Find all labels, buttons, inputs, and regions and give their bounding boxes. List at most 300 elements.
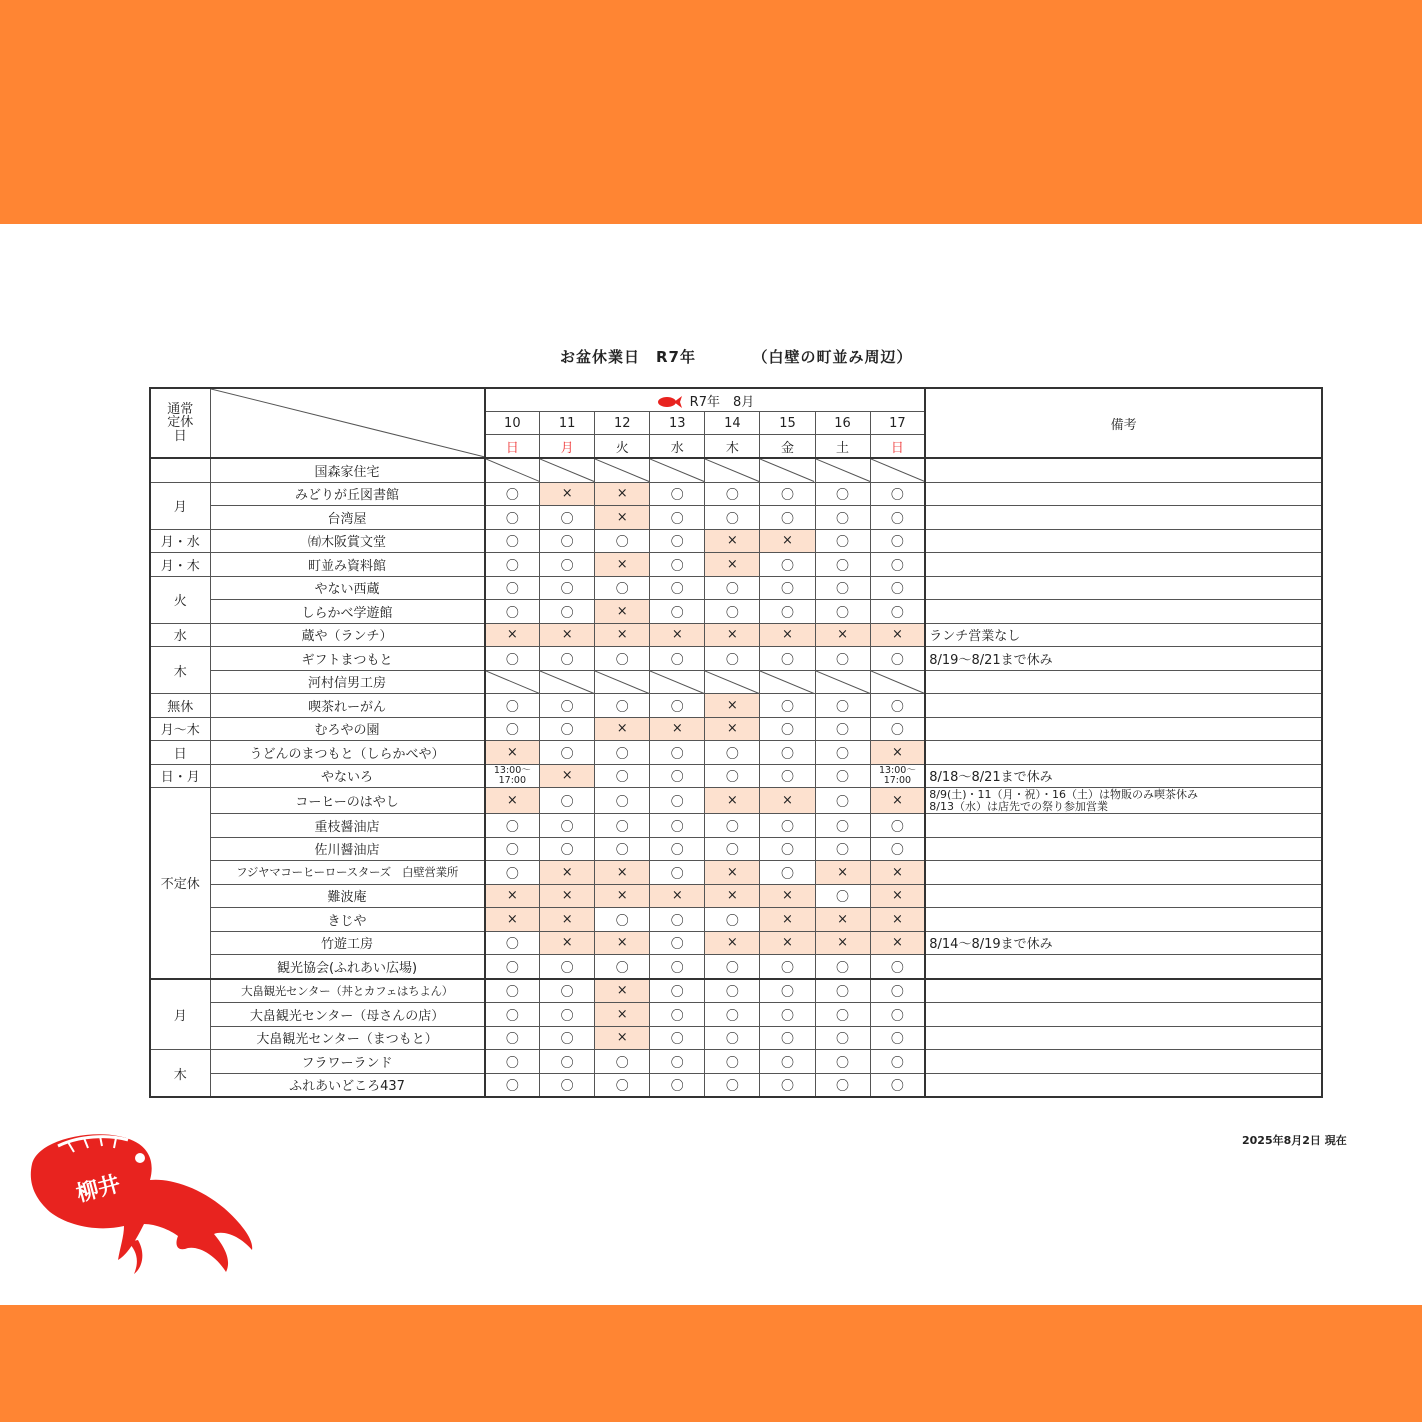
open-mark: 〇 [595,1050,650,1074]
open-mark: 〇 [870,553,925,577]
table-row [150,529,1322,553]
table-row [150,670,1322,694]
open-mark: 〇 [760,741,815,765]
table-row [150,482,1322,506]
open-mark: 〇 [705,764,760,788]
open-mark: 〇 [595,529,650,553]
closed-mark: × [870,623,925,647]
no-data-cell [760,670,815,694]
facility-name: 大畠観光センター（丼とカフェはちよん） [210,979,484,1003]
facility-name: 観光協会(ふれあい広場) [210,955,484,979]
open-mark: 〇 [485,1073,540,1097]
open-mark: 〇 [650,694,705,718]
open-mark: 〇 [870,955,925,979]
open-mark: 〇 [595,741,650,765]
regular-holiday-cell: 不定休 [150,788,210,979]
open-mark: 〇 [650,814,705,838]
remark-cell: 8/18～8/21まで休み [925,764,1322,788]
table-row [150,553,1322,577]
closed-mark: × [595,553,650,577]
remark-cell [925,741,1322,765]
open-mark: 〇 [705,837,760,861]
open-mark: 〇 [595,814,650,838]
open-mark: 〇 [540,576,595,600]
open-mark: 〇 [705,647,760,671]
open-mark: 〇 [595,764,650,788]
closed-mark: × [760,623,815,647]
diagonal-corner-cell [210,388,484,458]
remark-cell [925,1026,1322,1050]
open-mark: 〇 [705,1073,760,1097]
diagonal-line [540,459,594,482]
closed-mark: × [595,931,650,955]
top-orange-band [0,0,1422,224]
open-mark: 〇 [760,717,815,741]
open-mark: 〇 [760,694,815,718]
day-number-17: 17 [870,412,925,435]
open-mark: 〇 [540,979,595,1003]
remark-cell [925,717,1322,741]
facility-name: やないろ [210,764,484,788]
table-row [150,458,1322,482]
closed-mark: × [595,717,650,741]
open-mark: 〇 [650,1073,705,1097]
open-mark: 〇 [650,861,705,885]
open-mark: 〇 [595,788,650,814]
as-of-date: 2025年8月2日 現在 [1242,1134,1347,1147]
remark-cell [925,553,1322,577]
remark-cell: 8/14～8/19まで休み [925,931,1322,955]
table-row [150,576,1322,600]
open-mark: 〇 [815,1026,870,1050]
open-mark: 〇 [870,1050,925,1074]
diagonal-line [760,459,814,482]
open-mark: 〇 [595,647,650,671]
regular-holiday-cell: 無休 [150,694,210,718]
table-row [150,694,1322,718]
weekday-14: 木 [705,435,760,459]
no-data-cell [870,670,925,694]
open-mark: 〇 [485,482,540,506]
open-mark: 〇 [540,717,595,741]
closed-mark: × [760,908,815,932]
open-mark: 〇 [540,1026,595,1050]
diagonal-line [760,671,814,694]
weekday-13: 水 [650,435,705,459]
table-row [150,1026,1322,1050]
open-mark: 〇 [815,529,870,553]
open-mark: 〇 [815,837,870,861]
open-mark: 〇 [815,1073,870,1097]
closed-mark: × [540,931,595,955]
remark-cell [925,600,1322,624]
weekday-17: 日 [870,435,925,459]
regular-holiday-cell: 日・月 [150,764,210,788]
open-mark: 〇 [705,814,760,838]
closed-mark: × [540,764,595,788]
open-mark: 〇 [540,1050,595,1074]
table-row [150,884,1322,908]
closed-mark: × [485,908,540,932]
open-mark: 〇 [760,1073,815,1097]
open-mark: 〇 [650,908,705,932]
closed-mark: × [650,717,705,741]
open-mark: 〇 [650,764,705,788]
diagonal-line [650,459,704,482]
open-mark: 〇 [540,506,595,530]
hours-note: 13:00～ 17:00 [870,764,925,788]
diagonal-line [816,459,870,482]
closed-mark: × [540,884,595,908]
open-mark: 〇 [485,1026,540,1050]
closed-mark: × [705,861,760,885]
no-data-cell [485,670,540,694]
no-data-cell [760,458,815,482]
closed-mark: × [705,788,760,814]
closed-mark: × [870,931,925,955]
table-row [150,814,1322,838]
diagonal-line [705,671,759,694]
open-mark: 〇 [760,1026,815,1050]
open-mark: 〇 [870,837,925,861]
facility-name: 蔵や（ランチ） [210,623,484,647]
open-mark: 〇 [650,529,705,553]
regular-holiday-cell [150,458,210,482]
no-data-cell [650,458,705,482]
facility-name: うどんのまつもと（しらかべや） [210,741,484,765]
table-row [150,764,1322,788]
facility-name: 国森家住宅 [210,458,484,482]
open-mark: 〇 [650,788,705,814]
facility-name: コーヒーのはやし [210,788,484,814]
closed-mark: × [595,861,650,885]
open-mark: 〇 [760,979,815,1003]
remark-cell [925,576,1322,600]
open-mark: 〇 [815,814,870,838]
open-mark: 〇 [540,1003,595,1027]
open-mark: 〇 [705,979,760,1003]
open-mark: 〇 [815,979,870,1003]
open-mark: 〇 [705,1026,760,1050]
open-mark: 〇 [650,979,705,1003]
closed-mark: × [595,600,650,624]
open-mark: 〇 [815,884,870,908]
open-mark: 〇 [870,600,925,624]
weekday-12: 火 [595,435,650,459]
remark-cell [925,1050,1322,1074]
open-mark: 〇 [485,1050,540,1074]
open-mark: 〇 [650,1050,705,1074]
table-row [150,717,1322,741]
table-row [150,931,1322,955]
table-row [150,741,1322,765]
closed-mark: × [705,931,760,955]
open-mark: 〇 [815,741,870,765]
open-mark: 〇 [705,482,760,506]
open-mark: 〇 [485,1003,540,1027]
open-mark: 〇 [650,576,705,600]
remark-cell: ランチ営業なし [925,623,1322,647]
logo-text: 柳井 [74,1171,124,1208]
weekday-15: 金 [760,435,815,459]
open-mark: 〇 [815,1050,870,1074]
diagonal-line [705,459,759,482]
open-mark: 〇 [650,647,705,671]
open-mark: 〇 [485,553,540,577]
open-mark: 〇 [540,814,595,838]
open-mark: 〇 [815,553,870,577]
facility-name: フラワーランド [210,1050,484,1074]
open-mark: 〇 [705,600,760,624]
regular-holiday-cell: 日 [150,741,210,765]
remark-cell [925,482,1322,506]
facility-name: みどりが丘図書館 [210,482,484,506]
regular-holiday-cell: 月・水 [150,529,210,553]
table-row [150,647,1322,671]
open-mark: 〇 [650,482,705,506]
closed-mark: × [705,553,760,577]
facility-name: 台湾屋 [210,506,484,530]
diagonal-line [816,671,870,694]
open-mark: 〇 [595,694,650,718]
closed-mark: × [870,861,925,885]
open-mark: 〇 [870,482,925,506]
no-data-cell [815,670,870,694]
no-data-cell [815,458,870,482]
remark-cell [925,814,1322,838]
open-mark: 〇 [870,1073,925,1097]
weekday-11: 月 [540,435,595,459]
open-mark: 〇 [540,788,595,814]
open-mark: 〇 [760,553,815,577]
table-row [150,861,1322,885]
open-mark: 〇 [595,955,650,979]
remark-cell: 8/19～8/21まで休み [925,647,1322,671]
open-mark: 〇 [705,1050,760,1074]
table-row [150,1073,1322,1097]
open-mark: 〇 [595,837,650,861]
no-data-cell [540,670,595,694]
facility-name: 佐川醤油店 [210,837,484,861]
day-number-10: 10 [485,412,540,435]
day-number-16: 16 [815,412,870,435]
facility-name: 大畠観光センター（母さんの店） [210,1003,484,1027]
closed-mark: × [815,861,870,885]
closed-mark: × [760,931,815,955]
open-mark: 〇 [815,717,870,741]
table-row [150,600,1322,624]
open-mark: 〇 [870,647,925,671]
goldfish-mini-icon [656,395,682,409]
open-mark: 〇 [650,931,705,955]
day-number-15: 15 [760,412,815,435]
remark-cell [925,979,1322,1003]
remark-cell [925,908,1322,932]
open-mark: 〇 [650,600,705,624]
open-mark: 〇 [815,1003,870,1027]
open-mark: 〇 [485,979,540,1003]
open-mark: 〇 [760,837,815,861]
diagonal-line [595,459,649,482]
open-mark: 〇 [815,600,870,624]
open-mark: 〇 [760,814,815,838]
open-mark: 〇 [760,576,815,600]
closed-mark: × [595,1003,650,1027]
open-mark: 〇 [760,647,815,671]
no-data-cell [705,458,760,482]
open-mark: 〇 [595,908,650,932]
table-row [150,1003,1322,1027]
open-mark: 〇 [485,955,540,979]
open-mark: 〇 [815,506,870,530]
facility-name: しらかべ学遊館 [210,600,484,624]
closed-mark: × [705,717,760,741]
diagonal-line [486,671,540,694]
open-mark: 〇 [540,553,595,577]
remark-cell [925,884,1322,908]
open-mark: 〇 [705,1003,760,1027]
open-mark: 〇 [540,1073,595,1097]
open-mark: 〇 [705,908,760,932]
closed-mark: × [540,482,595,506]
regular-holiday-cell: 火 [150,576,210,623]
open-mark: 〇 [540,955,595,979]
open-mark: 〇 [650,741,705,765]
open-mark: 〇 [870,1026,925,1050]
yanai-goldfish-logo [28,1128,258,1278]
no-data-cell [540,458,595,482]
table-row [150,955,1322,979]
open-mark: 〇 [485,694,540,718]
remark-cell [925,458,1322,482]
open-mark: 〇 [870,694,925,718]
open-mark: 〇 [870,814,925,838]
open-mark: 〇 [705,955,760,979]
open-mark: 〇 [760,600,815,624]
facility-name: やない西蔵 [210,576,484,600]
no-data-cell [705,670,760,694]
remarks-header: 備考 [925,388,1322,458]
open-mark: 〇 [870,506,925,530]
closed-mark: × [540,908,595,932]
open-mark: 〇 [815,694,870,718]
closed-mark: × [815,623,870,647]
closed-mark: × [705,694,760,718]
open-mark: 〇 [650,553,705,577]
open-mark: 〇 [760,861,815,885]
open-mark: 〇 [485,506,540,530]
facility-name: きじや [210,908,484,932]
open-mark: 〇 [485,814,540,838]
facility-name: 大畠観光センター（まつもと） [210,1026,484,1050]
open-mark: 〇 [540,837,595,861]
open-mark: 〇 [760,764,815,788]
diagonal-line [540,671,594,694]
closed-mark: × [595,884,650,908]
facility-name: フジヤマコーヒーロースターズ 白壁営業所 [210,861,484,885]
closed-mark: × [650,623,705,647]
open-mark: 〇 [485,647,540,671]
open-mark: 〇 [650,1026,705,1050]
no-data-cell [870,458,925,482]
open-mark: 〇 [815,788,870,814]
closure-schedule-table [149,387,1323,1098]
open-mark: 〇 [705,506,760,530]
open-mark: 〇 [540,741,595,765]
open-mark: 〇 [540,600,595,624]
closed-mark: × [870,788,925,814]
open-mark: 〇 [650,837,705,861]
remark-cell [925,861,1322,885]
facility-name: ギフトまつもと [210,647,484,671]
open-mark: 〇 [485,576,540,600]
remark-cell [925,1073,1322,1097]
day-number-12: 12 [595,412,650,435]
closed-mark: × [595,506,650,530]
open-mark: 〇 [760,955,815,979]
closed-mark: × [760,529,815,553]
open-mark: 〇 [485,931,540,955]
open-mark: 〇 [815,955,870,979]
facility-name: 難波庵 [210,884,484,908]
closed-mark: × [595,482,650,506]
table-row [150,837,1322,861]
closed-mark: × [595,1026,650,1050]
no-data-cell [650,670,705,694]
open-mark: 〇 [870,979,925,1003]
open-mark: 〇 [760,506,815,530]
regular-holiday-header-text: 通常定休日 [167,401,194,444]
facility-name: 重枝醤油店 [210,814,484,838]
diagonal-line [211,389,485,457]
closed-mark: × [760,788,815,814]
facility-name: 竹遊工房 [210,931,484,955]
open-mark: 〇 [485,861,540,885]
open-mark: 〇 [485,837,540,861]
open-mark: 〇 [870,717,925,741]
month-label: R7年 8月 [689,394,755,410]
diagonal-line [486,459,540,482]
table-row [150,1050,1322,1074]
open-mark: 〇 [870,576,925,600]
weekday-16: 土 [815,435,870,459]
closed-mark: × [705,529,760,553]
open-mark: 〇 [595,576,650,600]
closed-mark: × [485,788,540,814]
open-mark: 〇 [540,694,595,718]
day-number-14: 14 [705,412,760,435]
closed-mark: × [540,861,595,885]
closed-mark: × [485,741,540,765]
remark-cell [925,837,1322,861]
table-row [150,979,1322,1003]
open-mark: 〇 [815,482,870,506]
closed-mark: × [815,908,870,932]
open-mark: 〇 [760,1050,815,1074]
hours-note: 13:00～ 17:00 [485,764,540,788]
open-mark: 〇 [705,741,760,765]
open-mark: 〇 [650,506,705,530]
document-title: お盆休業日 R7年 （白壁の町並み周辺） [560,348,913,366]
closed-mark: × [485,623,540,647]
no-data-cell [485,458,540,482]
regular-holiday-header [150,388,210,458]
open-mark: 〇 [870,529,925,553]
regular-holiday-cell: 木 [150,647,210,694]
diagonal-line [871,459,925,482]
open-mark: 〇 [815,576,870,600]
closed-mark: × [870,908,925,932]
